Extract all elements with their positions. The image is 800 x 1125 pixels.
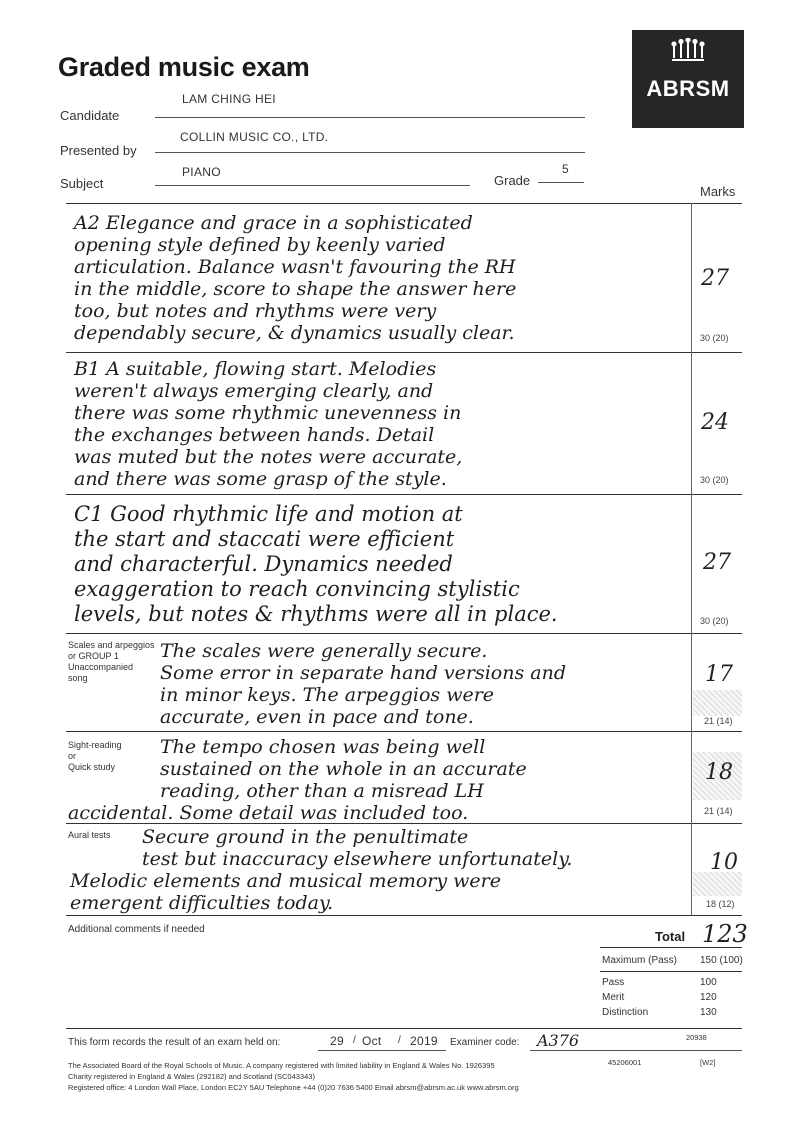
max-aural: 18 (12): [706, 899, 735, 909]
max-sight-reading: 21 (14): [704, 806, 733, 816]
mark-scales: 17: [705, 662, 733, 687]
label-line: Aural tests: [68, 830, 111, 840]
date-slash: /: [398, 1035, 401, 1046]
row-divider: [66, 352, 742, 353]
comment-line: too, but notes and rhythms were very: [74, 300, 437, 322]
aural-label: [68, 830, 111, 841]
additional-comments-label: Additional comments if needed: [68, 924, 205, 935]
ref-code: 20938: [686, 1033, 707, 1042]
examiner-label: Examiner code:: [450, 1037, 520, 1048]
max-pass-divider: [600, 971, 742, 972]
comment-b1: [74, 358, 462, 490]
label-line: Quick study: [68, 762, 116, 772]
subject-line: [155, 185, 470, 186]
legal-line-2: Charity registered in England & Wales (292182) and Scotland (SC043343): [68, 1072, 315, 1081]
logo-text: ABRSM: [646, 76, 730, 101]
merit-label: Merit: [602, 992, 625, 1003]
mark-a2: 27: [701, 266, 729, 291]
record-text: This form records the result of an exam held on:: [68, 1037, 281, 1048]
comment-line: Melodic elements and musical memory were: [70, 870, 501, 892]
comment-line: the exchanges between hands. Detail: [74, 424, 435, 446]
total-label: Total: [655, 929, 686, 944]
max-b1: 30 (20): [700, 475, 729, 485]
max-a2: 30 (20): [700, 333, 729, 343]
comment-line: opening style defined by keenly varied: [74, 234, 446, 256]
label-line: Scales and arpeggios: [68, 640, 155, 650]
max-c1: 30 (20): [700, 616, 729, 626]
total-divider: [600, 947, 742, 948]
mark-c1: 27: [703, 550, 731, 575]
max-scales: 21 (14): [704, 716, 733, 726]
comment-line: and characterful. Dynamics needed: [74, 552, 453, 576]
date-slash: /: [353, 1035, 356, 1046]
comment-line: the start and staccati were efficient: [74, 527, 455, 551]
footer-divider: [66, 1028, 742, 1029]
examiner-line: [530, 1050, 742, 1051]
comment-line: The scales were generally secure.: [160, 640, 488, 662]
grade-value: 5: [562, 162, 569, 176]
comment-line: in the middle, score to shape the answer here: [74, 278, 517, 300]
grade-label: Grade: [494, 173, 531, 188]
comment-line: dependably secure, & dynamics usually clear.: [74, 322, 515, 344]
distinction-label: Distinction: [602, 1007, 649, 1018]
distinction-value: 130: [700, 1007, 717, 1018]
comment-line: was muted but the notes were accurate,: [74, 446, 463, 468]
row-divider: [66, 915, 742, 916]
form-title: Graded music exam: [58, 52, 310, 82]
label-line: song: [68, 673, 88, 683]
sight-reading-label: [68, 740, 122, 773]
comment-line: The tempo chosen was being well: [160, 736, 486, 758]
total-value: 123: [702, 920, 748, 948]
presented-value: COLLIN MUSIC CO., LTD.: [180, 130, 329, 144]
pass-label: Pass: [602, 977, 625, 988]
label-line: or: [68, 751, 77, 761]
exam-month: Oct: [362, 1034, 382, 1048]
comment-line: Some error in separate hand versions and: [160, 662, 566, 684]
max-pass-label: Maximum (Pass): [602, 955, 678, 966]
presented-line: [155, 152, 585, 153]
comment-scales: [160, 640, 566, 728]
comment-line: there was some rhythmic unevenness in: [74, 402, 462, 424]
exam-day: 29: [330, 1034, 344, 1048]
examiner-code: A376: [537, 1031, 580, 1050]
candidate-value: LAM CHING HEI: [182, 92, 276, 106]
comment-line: test but inaccuracy elsewhere unfortunately.: [142, 848, 573, 870]
comment-line: levels, but notes & rhythms were all in place.: [74, 602, 558, 626]
legal-line-1: The Associated Board of the Royal Schools of Music. A company registered with limited liability in England & Wales No. 1926395: [68, 1061, 495, 1070]
mark-b1: 24: [701, 410, 729, 435]
presented-label: Presented by: [60, 143, 137, 158]
label-line: Unaccompanied: [68, 662, 134, 672]
merit-value: 120: [700, 992, 717, 1003]
comment-line: A2 Elegance and grace in a sophisticated: [74, 212, 473, 234]
comment-line: in minor keys. The arpeggios were: [160, 684, 495, 706]
mark-aural: 10: [710, 850, 738, 875]
comment-c1: [74, 502, 558, 627]
subject-label: Subject: [60, 176, 104, 191]
comment-line: emergent difficulties today.: [70, 892, 334, 914]
abrsm-logo: [632, 30, 744, 128]
date-line: [318, 1050, 446, 1051]
comment-line: C1 Good rhythmic life and motion at: [74, 502, 463, 526]
comment-line: sustained on the whole in an accurate: [160, 758, 527, 780]
row-divider: [66, 731, 742, 732]
candidate-label: Candidate: [60, 108, 120, 123]
exam-year: 2019: [410, 1034, 438, 1048]
comment-line: Secure ground in the penultimate: [142, 826, 469, 848]
grade-line: [538, 182, 584, 183]
row-divider: [66, 633, 742, 634]
row-divider: [66, 494, 742, 495]
mark-sight-reading: 18: [705, 760, 733, 785]
legal-line-3: Registered office: 4 London Wall Place, London EC2Y 5AU Telephone +44 (0)20 7636 5400 Email abrsm@abrsm.ac.uk www.abrsm.org: [68, 1083, 519, 1092]
form-number: 45206001: [608, 1058, 642, 1067]
subject-value: PIANO: [182, 165, 221, 179]
comment-line: accidental. Some detail was included too.: [68, 802, 469, 824]
shaded-cell: [693, 690, 742, 716]
comment-line: exaggeration to reach convincing stylistic: [74, 577, 520, 601]
label-line: Sight-reading: [68, 740, 122, 750]
comment-line: weren't always emerging clearly, and: [74, 380, 434, 402]
marks-column-divider: [691, 203, 692, 915]
scales-label: [68, 640, 155, 684]
comment-line: accurate, even in pace and tone.: [160, 706, 474, 728]
label-line: or GROUP 1: [68, 651, 119, 661]
crown-icon: [668, 38, 708, 66]
candidate-line: [155, 117, 585, 118]
comment-line: articulation. Balance wasn't favouring the RH: [74, 256, 516, 278]
marks-label: Marks: [700, 184, 736, 199]
max-pass-value: 150 (100): [700, 955, 743, 966]
row-divider: [66, 203, 742, 204]
comment-a2: [74, 212, 516, 344]
comment-line: B1 A suitable, flowing start. Melodies: [74, 358, 437, 380]
shaded-cell: [693, 872, 742, 896]
comment-line: reading, other than a misread LH: [160, 780, 484, 802]
pass-value: 100: [700, 977, 717, 988]
comment-line: and there was some grasp of the style.: [74, 468, 447, 490]
form-code: [W2]: [700, 1058, 716, 1067]
